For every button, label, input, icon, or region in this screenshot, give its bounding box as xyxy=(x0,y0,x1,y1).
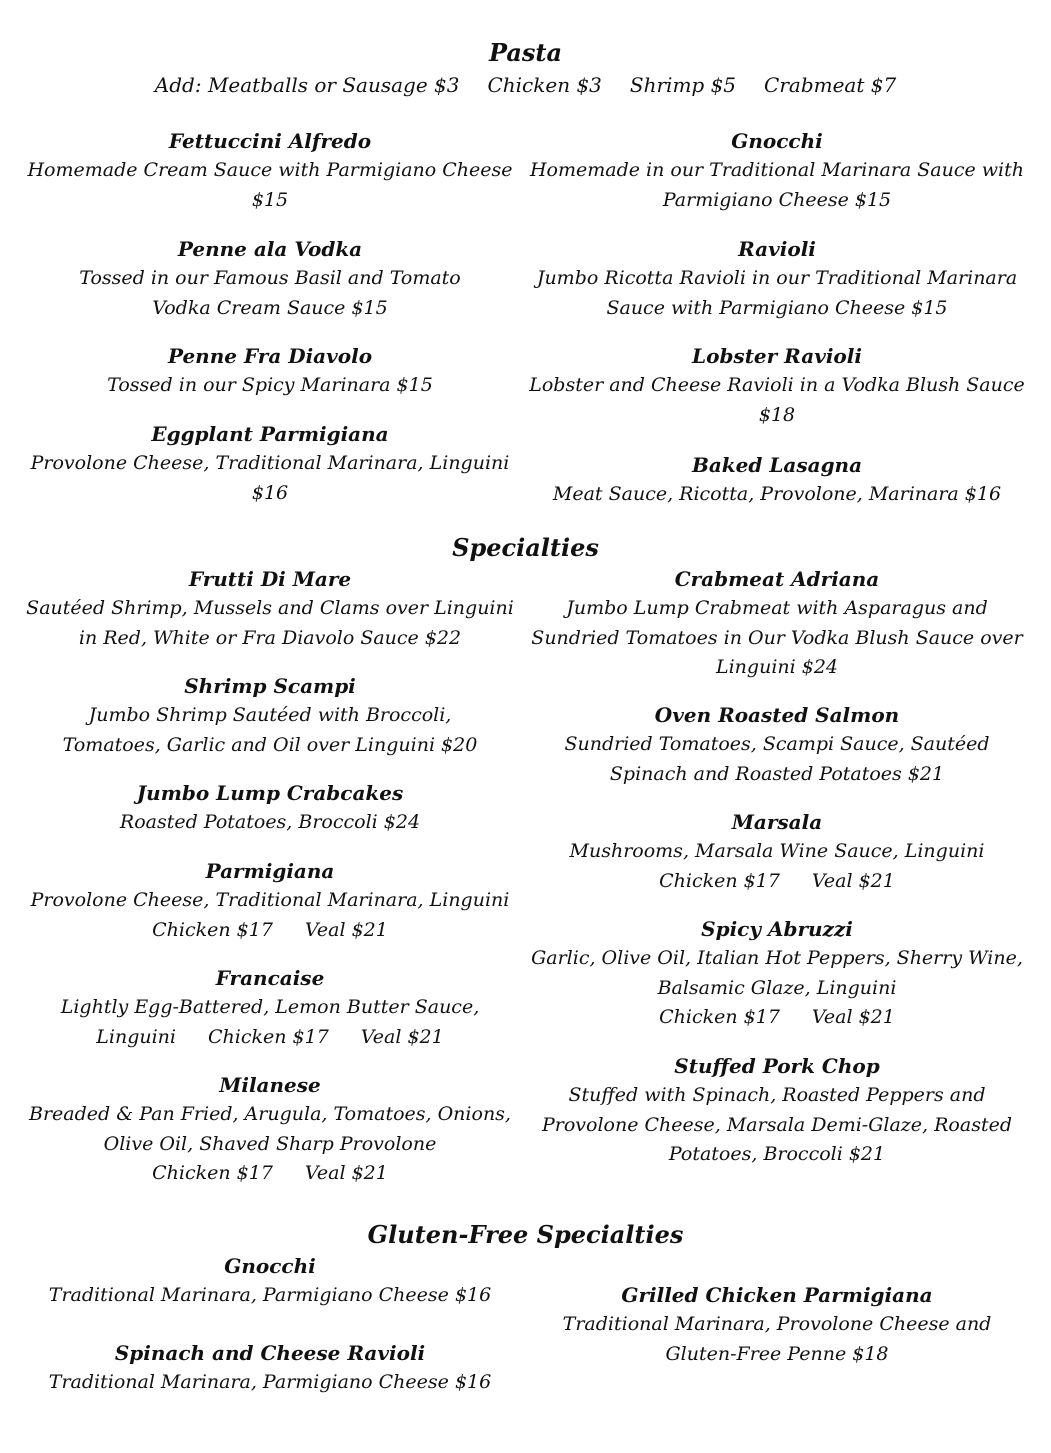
item-description: Stuffed with Spinach, Roasted Peppers and Provolone Cheese, Marsala Demi-Glaze, Roasted Potatoes, Broccoli $21 xyxy=(541,1084,1012,1165)
item-prices xyxy=(527,867,1027,897)
item-description: Provolone Cheese, Traditional Marinara, Linguini xyxy=(30,452,510,474)
menu-item-gf-grilled-chicken-parmigiana xyxy=(527,1281,1027,1369)
item-description: Homemade in our Traditional Marinara Sauce with Parmigiano Cheese $15 xyxy=(529,159,1025,211)
item-description: Jumbo Lump Crabmeat with Asparagus and Sundried Tomatoes in Our Vodka Blush Sauce over Linguini $24 xyxy=(531,597,1023,678)
item-description: Lightly Egg-Battered, Lemon Butter Sauce, xyxy=(60,996,480,1018)
item-name: Francaise xyxy=(215,966,325,990)
item-description: Jumbo Shrimp Sautéed with Broccoli, Tomatoes, Garlic and Oil over Linguini $20 xyxy=(62,704,478,756)
item-name: Crabmeat Adriana xyxy=(674,567,880,591)
item-description: Jumbo Ricotta Ravioli in our Traditional Marinara Sauce with Parmigiano Cheese $15 xyxy=(536,267,1018,319)
item-description: Traditional Marinara, Parmigiano Cheese $16 xyxy=(48,1284,492,1306)
item-description: Breaded & Pan Fried, Arugula, Tomatoes, Onions, Olive Oil, Shaved Sharp Provolone xyxy=(29,1103,511,1155)
item-prices xyxy=(20,1159,520,1189)
item-name: Marsala xyxy=(731,810,823,834)
item-name: Spinach and Cheese Ravioli xyxy=(114,1341,426,1365)
item-description: Lobster and Cheese Ravioli in a Vodka Blush Sauce xyxy=(529,374,1025,396)
veal-price: Veal $21 xyxy=(304,918,388,941)
specialties-title: Specialties xyxy=(452,533,599,562)
item-price: $15 xyxy=(251,188,289,211)
item-name: Fettuccini Alfredo xyxy=(168,129,372,153)
item-description: Roasted Potatoes, Broccoli $24 xyxy=(119,811,421,833)
item-prices xyxy=(20,916,520,946)
item-name: Lobster Ravioli xyxy=(692,344,862,368)
item-prices xyxy=(527,1003,1027,1033)
menu-item-crabmeat-adriana xyxy=(527,565,1027,683)
gluten-free-title: Gluten-Free Specialties xyxy=(367,1220,684,1249)
menu-item-jumbo-lump-crabcakes xyxy=(20,779,520,838)
menu-item-milanese xyxy=(20,1071,520,1189)
item-description: Sundried Tomatoes, Scampi Sauce, Sautéed Spinach and Roasted Potatoes $21 xyxy=(564,733,990,785)
item-name: Penne Fra Diavolo xyxy=(167,344,373,368)
item-name: Stuffed Pork Chop xyxy=(674,1054,880,1078)
item-name: Parmigiana xyxy=(205,859,335,883)
item-description: Tossed in our Spicy Marinara $15 xyxy=(107,374,433,396)
item-price: $16 xyxy=(251,481,289,504)
veal-price: Veal $21 xyxy=(360,1025,444,1048)
menu-item-fettuccini-alfredo xyxy=(20,127,520,215)
item-name: Oven Roasted Salmon xyxy=(654,703,900,727)
item-name: Spicy Abruzzi xyxy=(701,917,853,941)
item-description: Traditional Marinara, Provolone Cheese and Gluten-Free Penne $18 xyxy=(562,1313,992,1365)
item-description: Homemade Cream Sauce with Parmigiano Cheese xyxy=(27,159,513,181)
chicken-price: Chicken $17 xyxy=(659,869,780,892)
veal-price: Veal $21 xyxy=(304,1162,388,1184)
veal-price: Veal $21 xyxy=(811,869,895,892)
item-name: Gnocchi xyxy=(731,129,823,153)
item-name: Ravioli xyxy=(738,237,816,261)
chicken-price: Chicken $17 xyxy=(659,1006,780,1028)
pasta-addons xyxy=(0,71,1051,99)
addon-shrimp: Shrimp $5 xyxy=(629,73,737,97)
item-name: Milanese xyxy=(219,1073,321,1097)
item-description: Tossed in our Famous Basil and Tomato Vodka Cream Sauce $15 xyxy=(79,267,461,319)
item-description: Meat Sauce, Ricotta, Provolone, Marinara $16 xyxy=(552,483,1002,505)
item-name: Shrimp Scampi xyxy=(184,674,356,698)
chicken-price: Chicken $17 xyxy=(152,918,273,941)
chicken-price: Chicken $17 xyxy=(152,1162,273,1184)
menu-item-ravioli xyxy=(527,235,1027,323)
item-name: Eggplant Parmigiana xyxy=(151,422,389,446)
item-name: Jumbo Lump Crabcakes xyxy=(136,781,404,805)
menu-item-gf-gnocchi xyxy=(20,1252,520,1311)
menu-item-shrimp-scampi xyxy=(20,672,520,760)
chicken-price: Chicken $17 xyxy=(208,1025,329,1048)
veal-price: Veal $21 xyxy=(811,1006,895,1028)
menu-item-gnocchi xyxy=(527,127,1027,215)
menu-item-eggplant-parmigiana xyxy=(20,420,520,508)
side-label: Linguini xyxy=(96,1025,176,1048)
addon-crabmeat: Crabmeat $7 xyxy=(764,73,897,97)
item-prices xyxy=(20,1023,520,1053)
menu-item-penne-ala-vodka xyxy=(20,235,520,323)
menu-item-francaise xyxy=(20,964,520,1052)
addon-meatballs: Add: Meatballs or Sausage $3 xyxy=(154,73,460,97)
menu-item-baked-lasagna xyxy=(527,451,1027,510)
addon-chicken: Chicken $3 xyxy=(487,73,602,97)
item-name: Grilled Chicken Parmigiana xyxy=(621,1283,933,1307)
menu-item-lobster-ravioli xyxy=(527,342,1027,430)
item-name: Gnocchi xyxy=(224,1254,316,1278)
pasta-title: Pasta xyxy=(488,38,563,67)
menu-item-stuffed-pork-chop xyxy=(527,1052,1027,1170)
menu-item-marsala xyxy=(527,808,1027,896)
item-description: Traditional Marinara, Parmigiano Cheese $16 xyxy=(48,1371,492,1393)
menu-item-spicy-abruzzi xyxy=(527,915,1027,1033)
menu-item-oven-roasted-salmon xyxy=(527,701,1027,789)
item-description: Mushrooms, Marsala Wine Sauce, Linguini xyxy=(569,840,985,862)
menu-item-penne-fra-diavolo xyxy=(20,342,520,401)
menu-item-gf-spinach-cheese-ravioli xyxy=(20,1339,520,1398)
item-name: Baked Lasagna xyxy=(691,453,863,477)
item-name: Frutti Di Mare xyxy=(188,567,352,591)
item-price: $18 xyxy=(758,403,796,426)
item-description: Sautéed Shrimp, Mussels and Clams over Linguini in Red, White or Fra Diavolo Sauce $22 xyxy=(26,597,514,649)
item-description: Provolone Cheese, Traditional Marinara, Linguini xyxy=(30,889,510,911)
menu-item-parmigiana xyxy=(20,857,520,945)
menu-item-frutti-di-mare xyxy=(20,565,520,653)
item-description: Garlic, Olive Oil, Italian Hot Peppers, Sherry Wine, Balsamic Glaze, Linguini xyxy=(531,947,1023,999)
item-name: Penne ala Vodka xyxy=(177,237,363,261)
